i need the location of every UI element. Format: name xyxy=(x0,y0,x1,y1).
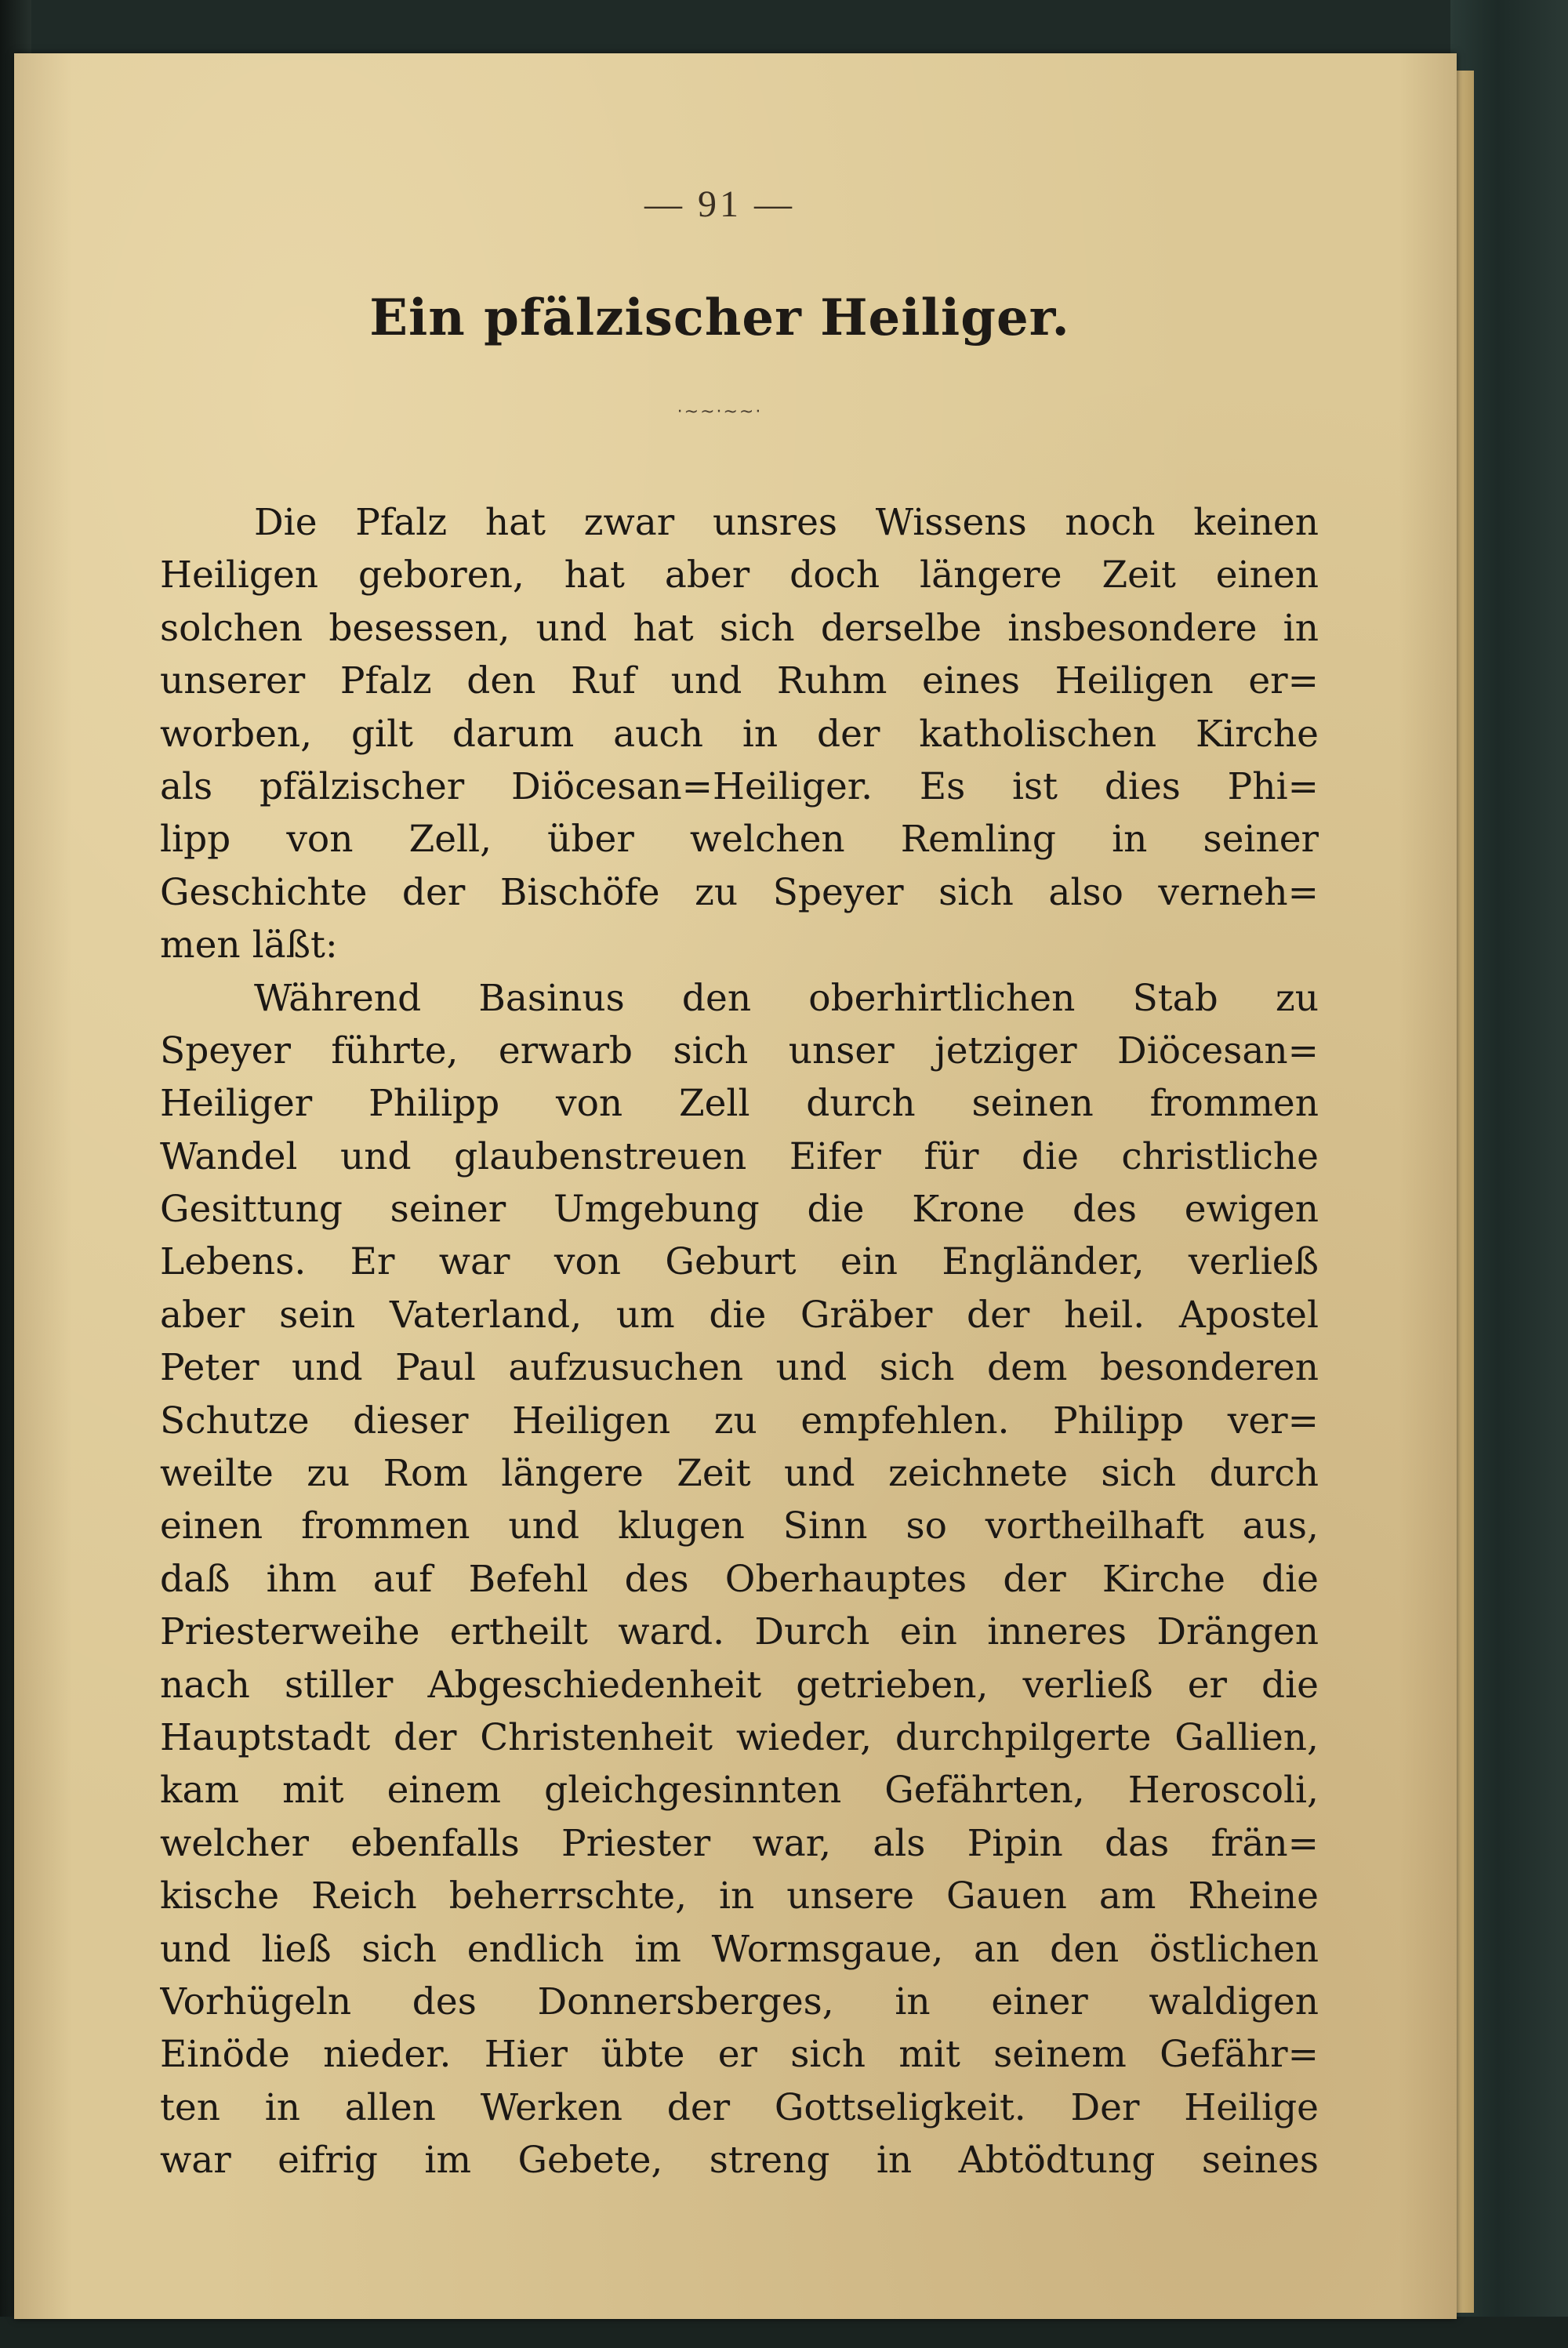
text-line: war eifrig im Gebete, streng in Abtödtung seines xyxy=(160,2139,1319,2183)
text-line: solchen besessen, und hat sich derselbe insbesondere in xyxy=(160,606,1319,650)
text-line: Gesittung seiner Umgebung die Krone des ewigen xyxy=(160,1188,1319,1232)
text-line: als pfälzischer Diöcesan=Heiliger. Es ist dies Phi= xyxy=(160,764,1319,808)
text-line: weilte zu Rom längere Zeit und zeichnete sich durch xyxy=(160,1452,1319,1496)
text-line: unserer Pfalz den Ruf und Ruhm eines Heiligen er= xyxy=(160,659,1319,703)
text-line: ten in allen Werken der Gottseligkeit. Der Heilige xyxy=(160,2085,1319,2129)
text-line: kische Reich beherrschte, in unsere Gauen am Rheine xyxy=(160,1874,1319,1918)
text-line: lipp von Zell, über welchen Remling in seiner xyxy=(160,818,1319,862)
text-line: welcher ebenfalls Priester war, als Pipin das frän= xyxy=(160,1821,1319,1865)
text-line: Einöde nieder. Hier übte er sich mit seinem Gefähr= xyxy=(160,2033,1319,2077)
text-line: Heiliger Philipp von Zell durch seinen frommen xyxy=(160,1082,1319,1126)
text-line: men läßt: xyxy=(160,924,338,967)
text-line: nach stiller Abgeschiedenheit getrieben, verließ er die xyxy=(160,1663,1319,1707)
text-line: Die Pfalz hat zwar unsres Wissens noch keinen xyxy=(254,501,1319,544)
body-text xyxy=(160,496,1319,2187)
text-line: und ließ sich endlich im Wormsgaue, an den östlichen xyxy=(160,1927,1319,1971)
text-line: daß ihm auf Befehl des Oberhauptes der Kirche die xyxy=(160,1557,1319,1601)
text-line: Schutze dieser Heiligen zu empfehlen. Philipp ver= xyxy=(160,1399,1319,1443)
text-line: aber sein Vaterland, um die Gräber der heil. Apostel xyxy=(160,1293,1319,1337)
chapter-title: Ein pfälzischer Heiliger. xyxy=(369,289,1070,347)
book-page xyxy=(14,53,1457,2319)
text-line: Wandel und glaubenstreuen Eifer für die christliche xyxy=(160,1134,1319,1178)
text-line: Geschichte der Bischöfe zu Speyer sich also verneh= xyxy=(160,870,1319,914)
text-line: kam mit einem gleichgesinnten Gefährten, Heroscoli, xyxy=(160,1769,1319,1813)
text-line: Priesterweihe ertheilt ward. Durch ein inneres Drängen xyxy=(160,1610,1319,1654)
page-edge xyxy=(1457,71,1474,2313)
text-line: Hauptstadt der Christenheit wieder, durchpilgerte Gallien, xyxy=(160,1715,1319,1759)
text-line: Vorhügeln des Donnersberges, in einer waldigen xyxy=(160,1980,1319,2023)
text-line: einen frommen und klugen Sinn so vortheilhaft aus, xyxy=(160,1504,1319,1548)
text-line: Peter und Paul aufzusuchen und sich dem besonderen xyxy=(160,1346,1319,1390)
text-line: worben, gilt darum auch in der katholischen Kirche xyxy=(160,712,1319,756)
text-line: Speyer führte, erwarb sich unser jetziger Diöcesan= xyxy=(160,1029,1319,1072)
text-line: Heiligen geboren, hat aber doch längere Zeit einen xyxy=(160,553,1319,597)
title-ornament: ·~~·~~· xyxy=(677,402,763,422)
book-cover-bottom xyxy=(0,2317,1568,2348)
text-line: Während Basinus den oberhirtlichen Stab zu xyxy=(254,976,1319,1020)
page-number: — 91 — xyxy=(644,183,795,225)
text-line: Lebens. Er war von Geburt ein Engländer, verließ xyxy=(160,1240,1319,1284)
